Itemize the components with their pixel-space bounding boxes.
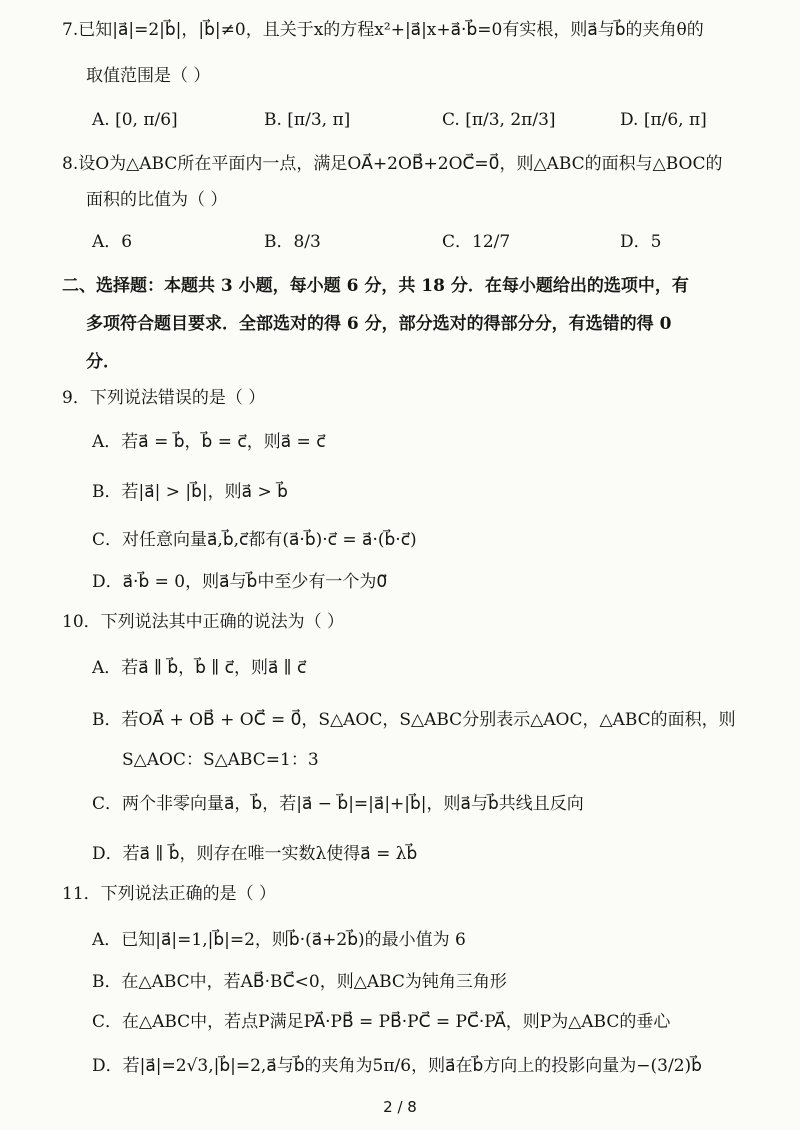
section2-line3: 分．	[86, 352, 120, 372]
section2-line1: 二、选择题：本题共 3 小题，每小题 6 分，共 18 分．在每小题给出的选项中，有	[62, 276, 689, 296]
q8-option-c[interactable]: C．12/7	[442, 232, 511, 252]
q7-options	[92, 108, 772, 132]
q9-stem: 9．下列说法错误的是（ ）	[62, 388, 266, 408]
q11-option-a[interactable]: A．已知|a⃗|=1,|b⃗|=2，则b⃗·(a⃗+2b⃗)的最小值为 6	[92, 930, 466, 950]
q8-options	[92, 230, 772, 254]
q8-option-a[interactable]: A．6	[92, 232, 133, 252]
q11-stem: 11．下列说法正确的是（ ）	[62, 884, 277, 904]
q10-option-b-cont: S△AOC：S△ABC=1：3	[122, 750, 319, 770]
q11-option-b[interactable]: B．在△ABC中，若AB⃗·BC⃗<0，则△ABC为钝角三角形	[92, 972, 507, 992]
q7-option-d[interactable]: D. [π/6, π]	[620, 110, 707, 130]
q9-option-a[interactable]: A．若a⃗ = b⃗，b⃗ = c⃗，则a⃗ = c⃗	[92, 432, 326, 452]
q11-option-d[interactable]: D．若|a⃗|=2√3,|b⃗|=2,a⃗与b⃗的夹角为5π/6，则a⃗在b⃗方向上的投影向量为−(3/2)b⃗	[92, 1056, 702, 1076]
q10-option-c[interactable]: C．两个非零向量a⃗，b⃗，若|a⃗ − b⃗|=|a⃗|+|b⃗|，则a⃗与b⃗共线且反向	[92, 794, 584, 814]
q8-stem-cont: 面积的比值为（ ）	[86, 190, 228, 210]
q7-option-c[interactable]: C. [π/3, 2π/3]	[442, 110, 556, 130]
q7-stem: 7.已知|a⃗|=2|b⃗|，|b⃗|≠0，且关于x的方程x²+|a⃗|x+a⃗·b⃗=0有实根，则a⃗与b⃗的夹角θ的	[62, 20, 704, 40]
q9-option-b[interactable]: B．若|a⃗| > |b⃗|，则a⃗ > b⃗	[92, 482, 288, 502]
q8-option-d[interactable]: D．5	[620, 232, 662, 252]
page-number: 2 / 8	[383, 1098, 417, 1116]
q11-option-c[interactable]: C．在△ABC中，若点P满足PA⃗·PB⃗ = PB⃗·PC⃗ = PC⃗·PA⃗，则P为△ABC的垂心	[92, 1012, 671, 1032]
section2-line2: 多项符合题目要求．全部选对的得 6 分，部分选对的得部分分，有选错的得 0	[86, 314, 672, 334]
q10-option-d[interactable]: D．若a⃗ ∥ b⃗，则存在唯一实数λ使得a⃗ = λb⃗	[92, 844, 418, 864]
q8-stem: 8.设O为△ABC所在平面内一点，满足OA⃗+2OB⃗+2OC⃗=0⃗，则△ABC的面积与△BOC的	[62, 154, 723, 174]
q7-option-b[interactable]: B. [π/3, π]	[264, 110, 351, 130]
q9-option-c[interactable]: C．对任意向量a⃗,b⃗,c⃗都有(a⃗·b⃗)·c⃗ = a⃗·(b⃗·c⃗)	[92, 530, 417, 550]
q8-option-b[interactable]: B．8/3	[264, 232, 321, 252]
q7-option-a[interactable]: A. [0, π/6]	[92, 110, 178, 130]
q10-option-b[interactable]: B．若OA⃗ + OB⃗ + OC⃗ = 0⃗，S△AOC，S△ABC分别表示△AOC，△ABC的面积，则	[92, 710, 736, 730]
q7-stem-cont: 取值范围是（ ）	[86, 66, 211, 86]
q9-option-d[interactable]: D．a⃗·b⃗ = 0，则a⃗与b⃗中至少有一个为0⃗	[92, 572, 388, 592]
q10-stem: 10．下列说法其中正确的说法为（ ）	[62, 612, 345, 632]
q10-option-a[interactable]: A．若a⃗ ∥ b⃗，b⃗ ∥ c⃗，则a⃗ ∥ c⃗	[92, 658, 307, 678]
